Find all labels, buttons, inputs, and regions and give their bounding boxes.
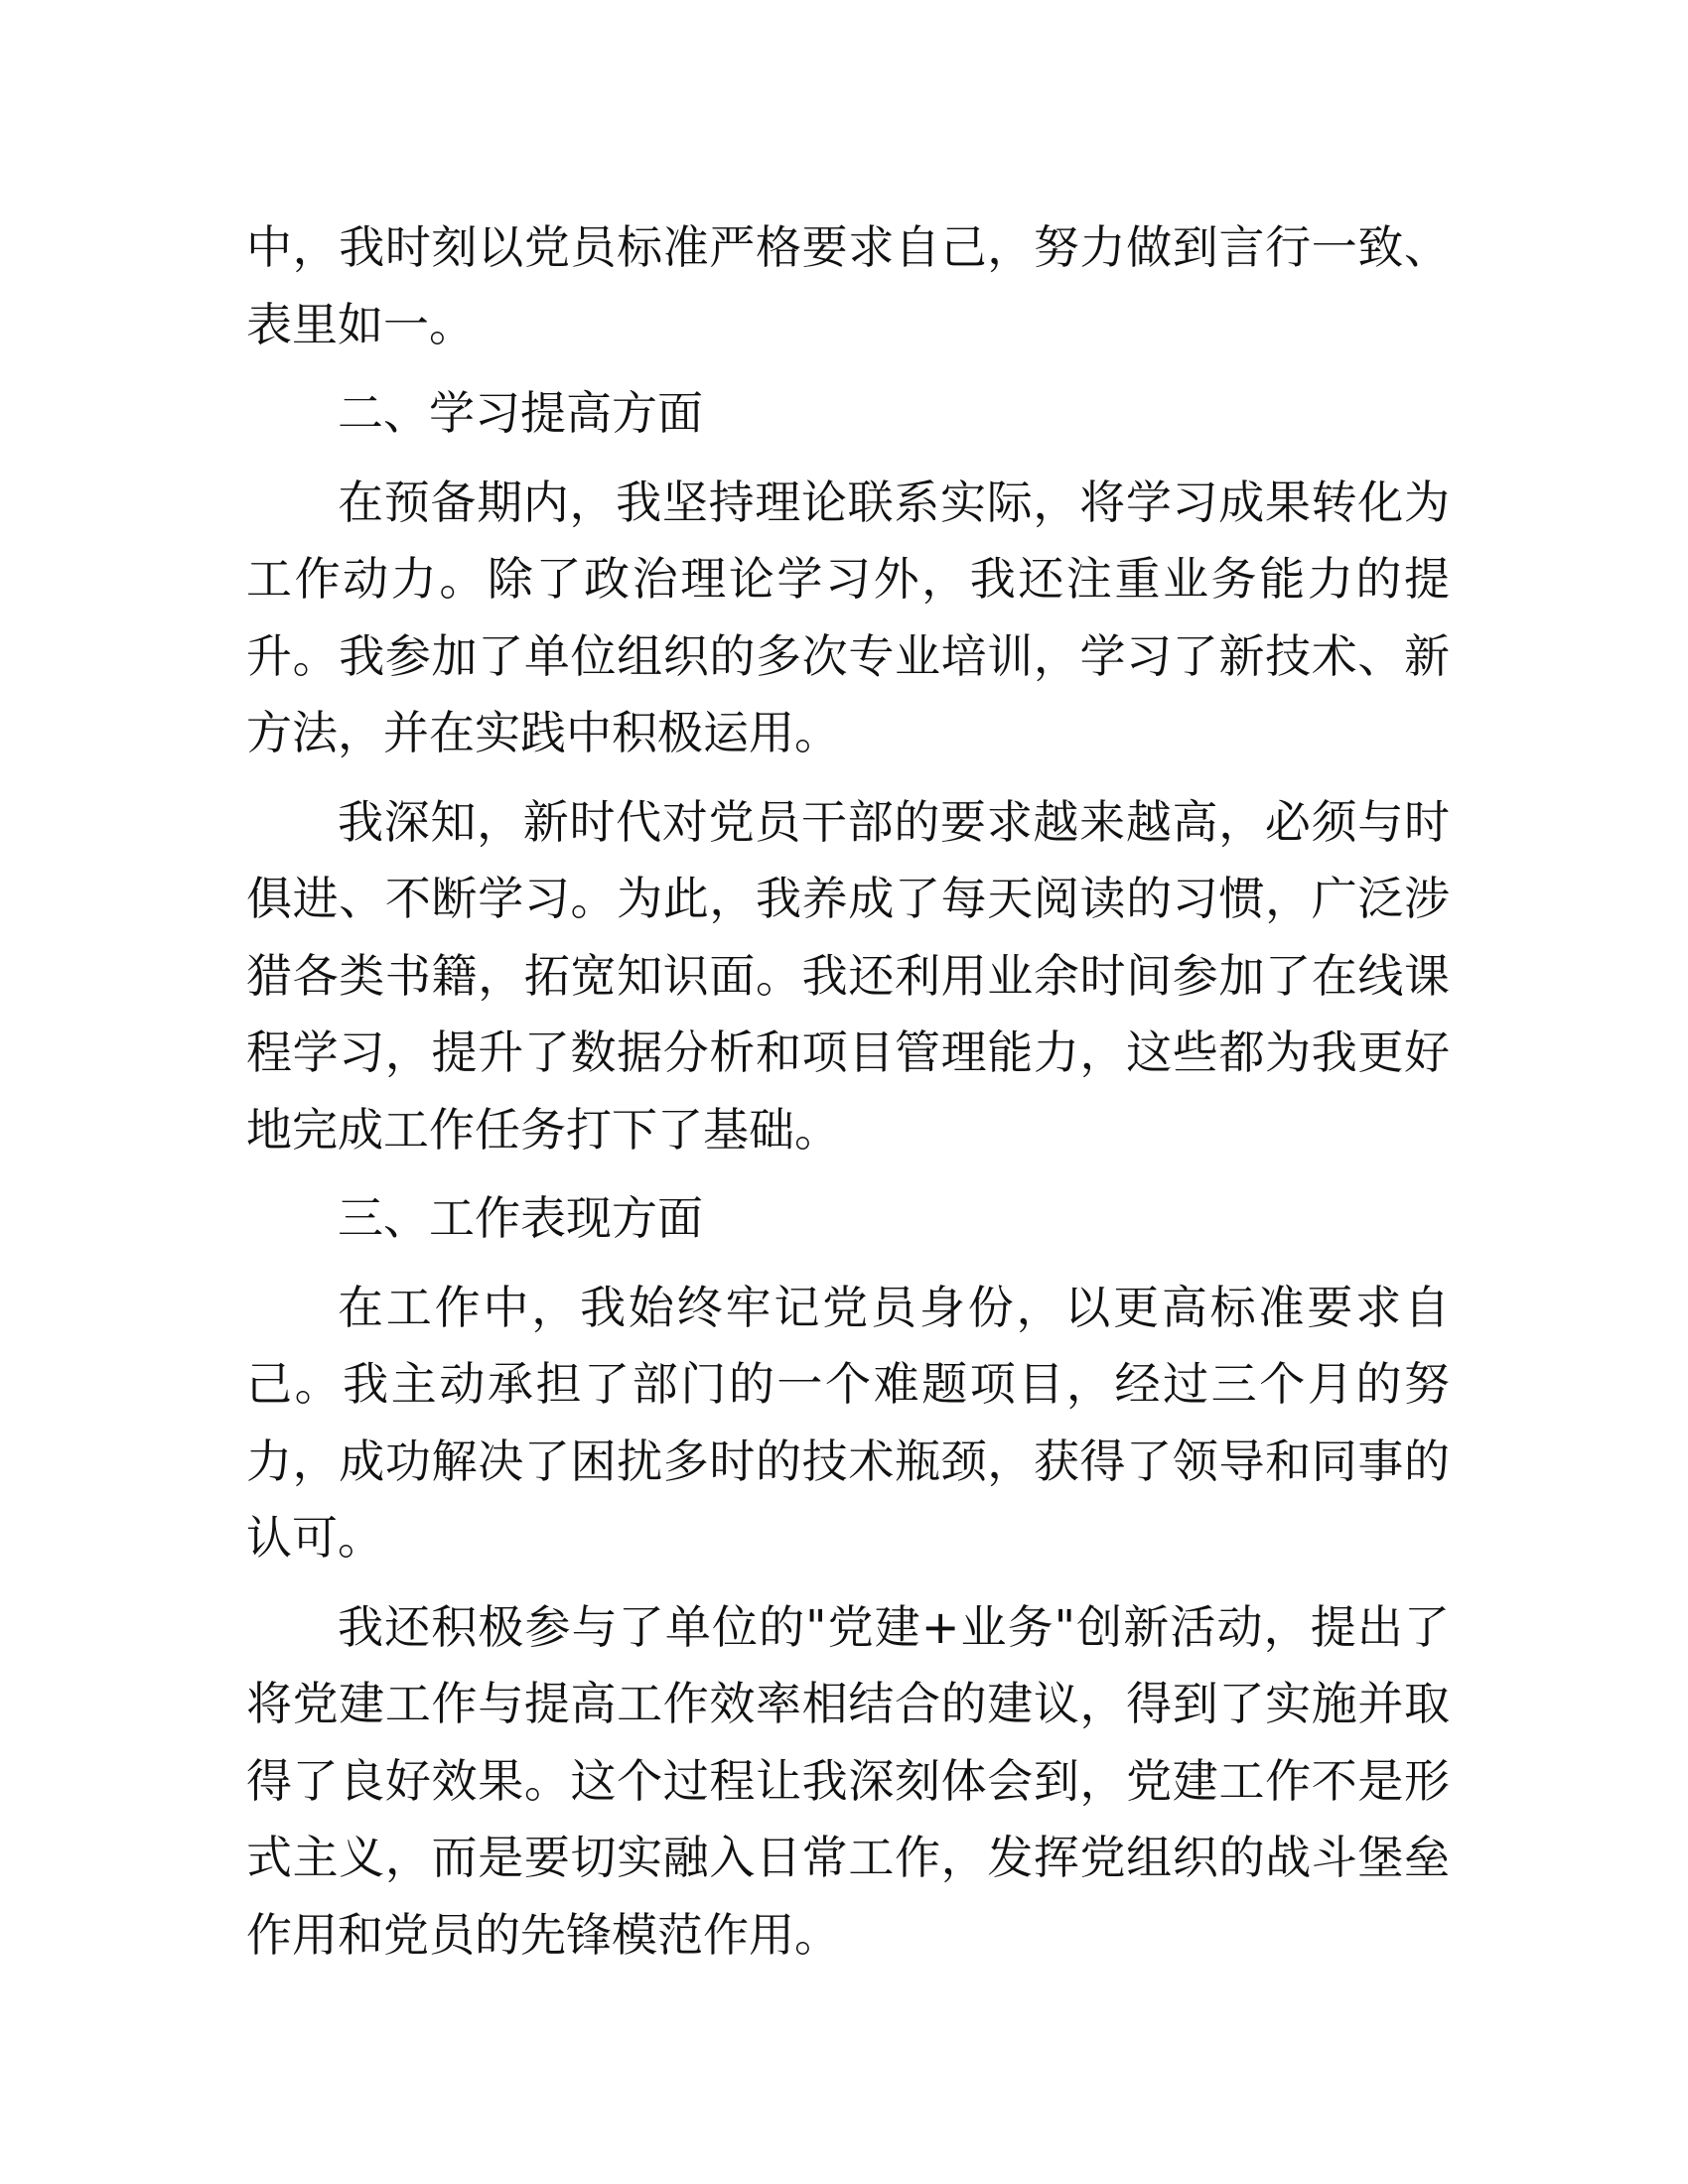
paragraph-learning-2: 我深知，新时代对党员干部的要求越来越高，必须与时俱进、不断学习。为此，我养成了每天阅读的习惯，广泛涉猎各类书籍，拓宽知识面。我还利用业余时间参加了在线课程学习，提升了数据分析和项目管理能力，这些都为我更好地完成工作任务打下了基础。 xyxy=(246,794,1450,1157)
paragraph-work-1: 在工作中，我始终牢记党员身份，以更高标准要求自己。我主动承担了部门的一个难题项目，经过三个月的努力，成功解决了困扰多时的技术瓶颈，获得了领导和同事的认可。 xyxy=(246,1280,1450,1565)
paragraph-learning-1: 在预备期内，我坚持理论联系实际，将学习成果转化为工作动力。除了政治理论学习外，我还注重业务能力的提升。我参加了单位组织的多次专业培训，学习了新技术、新方法，并在实践中积极运用。 xyxy=(246,475,1450,759)
paragraph-continuation: 中，我时刻以党员标准严格要求自己，努力做到言行一致、表里如一。 xyxy=(246,220,1450,351)
section-heading-learning: 二、学习提高方面 xyxy=(338,386,703,440)
section-heading-work: 三、工作表现方面 xyxy=(338,1191,703,1245)
document-body xyxy=(246,209,1450,1985)
paragraph-work-2: 我还积极参与了单位的"党建+业务"创新活动，提出了将党建工作与提高工作效率相结合的建议，得到了实施并取得了良好效果。这个过程让我深刻体会到，党建工作不是形式主义，而是要切实融入日常工作，发挥党组织的战斗堡垒作用和党员的先锋模范作用。 xyxy=(246,1599,1450,1962)
